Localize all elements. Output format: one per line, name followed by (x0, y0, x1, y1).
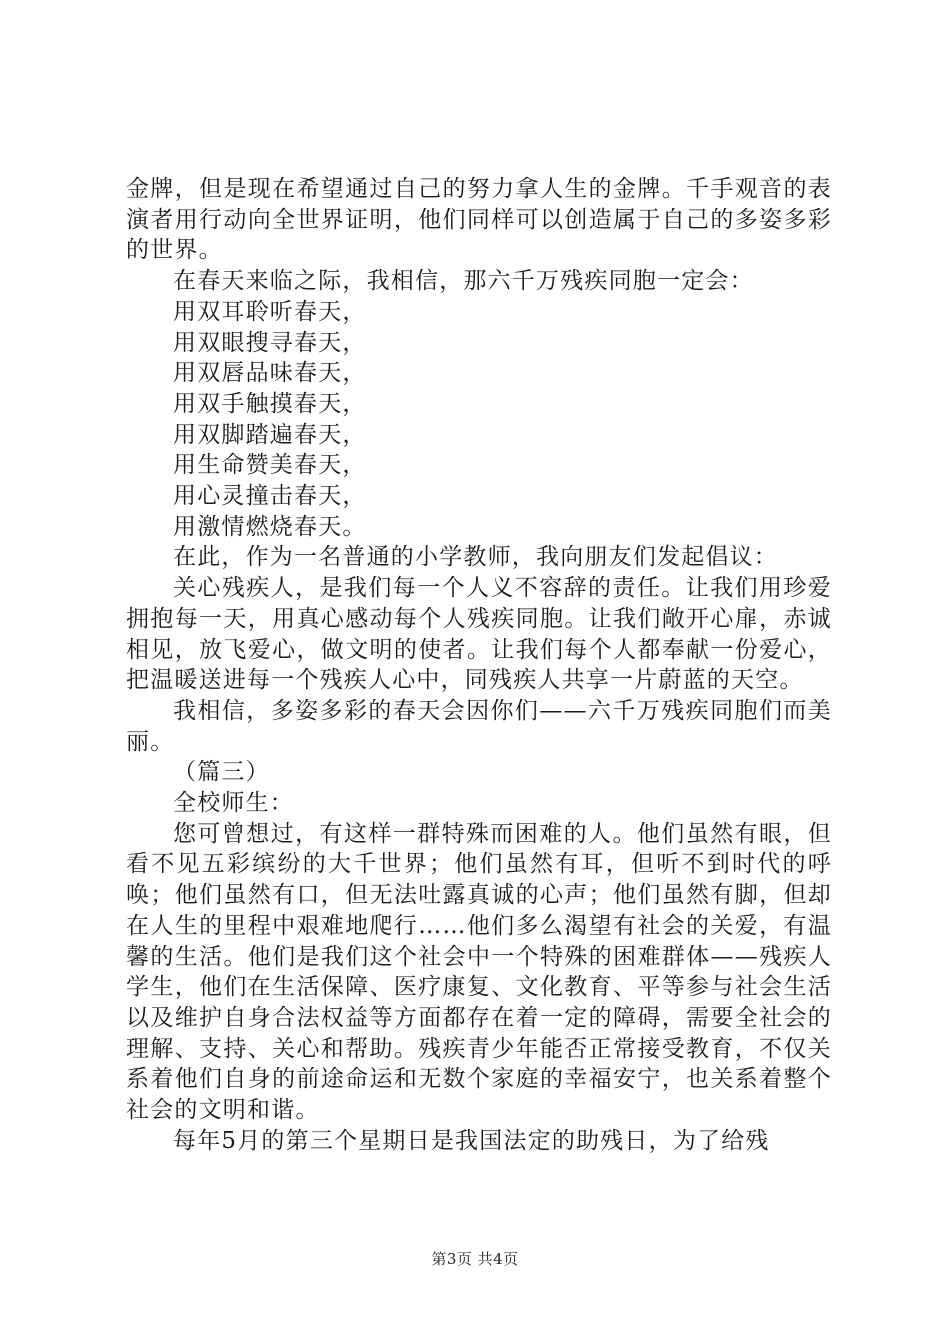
paragraph: 每年5月的第三个星期日是我国法定的助残日，为了给残 (173, 1127, 770, 1154)
paragraph: 我相信，多姿多彩的春天会因你们——六千万残疾同胞们而美丽。 (126, 697, 832, 755)
paragraph: 用双脚踏遍春天， (173, 421, 367, 448)
page-footer: 第3页 共4页 (431, 1250, 519, 1268)
paragraph: 全校师生： (173, 790, 294, 817)
paragraph: 在春天来临之际，我相信，那六千万残疾同胞一定会： (173, 268, 754, 295)
paragraph: 用心灵撞击春天， (173, 483, 367, 510)
paragraph: 用激情燃烧春天。 (173, 513, 367, 540)
paragraph: 用双耳聆听春天， (173, 298, 367, 325)
document-body (126, 174, 832, 1157)
paragraph: 关心残疾人，是我们每一个人义不容辞的责任。让我们用珍爱拥抱每一天，用真心感动每个人残疾同胞。让我们敞开心扉，赤诚相见，放飞爱心，做文明的使者。让我们每个人都奉献一份爱心，把温暖送进每一个残疾人心中，同残疾人共享一片蔚蓝的天空。 (126, 575, 832, 694)
paragraph: 用双手触摸春天， (173, 390, 367, 417)
paragraph: 用双眼搜寻春天， (173, 329, 367, 356)
paragraph: （篇三） (173, 759, 270, 786)
paragraph: 用生命赞美春天， (173, 452, 367, 479)
paragraph: 在此，作为一名普通的小学教师，我向朋友们发起倡议： (173, 544, 778, 571)
paragraph: 用双唇品味春天， (173, 360, 367, 387)
paragraph: 金牌，但是现在希望通过自己的努力拿人生的金牌。千手观音的表演者用行动向全世界证明，他们同样可以创造属于自己的多姿多彩的世界。 (126, 176, 832, 264)
paragraph: 您可曾想过，有这样一群特殊而困难的人。他们虽然有眼，但看不见五彩缤纷的大千世界；他们虽然有耳，但听不到时代的呼唤；他们虽然有口，但无法吐露真诚的心声；他们虽然有脚，但却在人生的里程中艰难地爬行……他们多么渴望有社会的关爱，有温馨的生活。他们是我们这个社会中一个特殊的困难群体——残疾人学生，他们在生活保障、医疗康复、文化教育、平等参与社会生活以及维护自身合法权益等方面都存在着一定的障碍，需要全社会的理解、支持、关心和帮助。残疾青少年能否正常接受教育，不仅关系着他们自身的前途命运和无数个家庭的幸福安宁，也关系着整个社会的文明和谐。 (126, 820, 832, 1124)
